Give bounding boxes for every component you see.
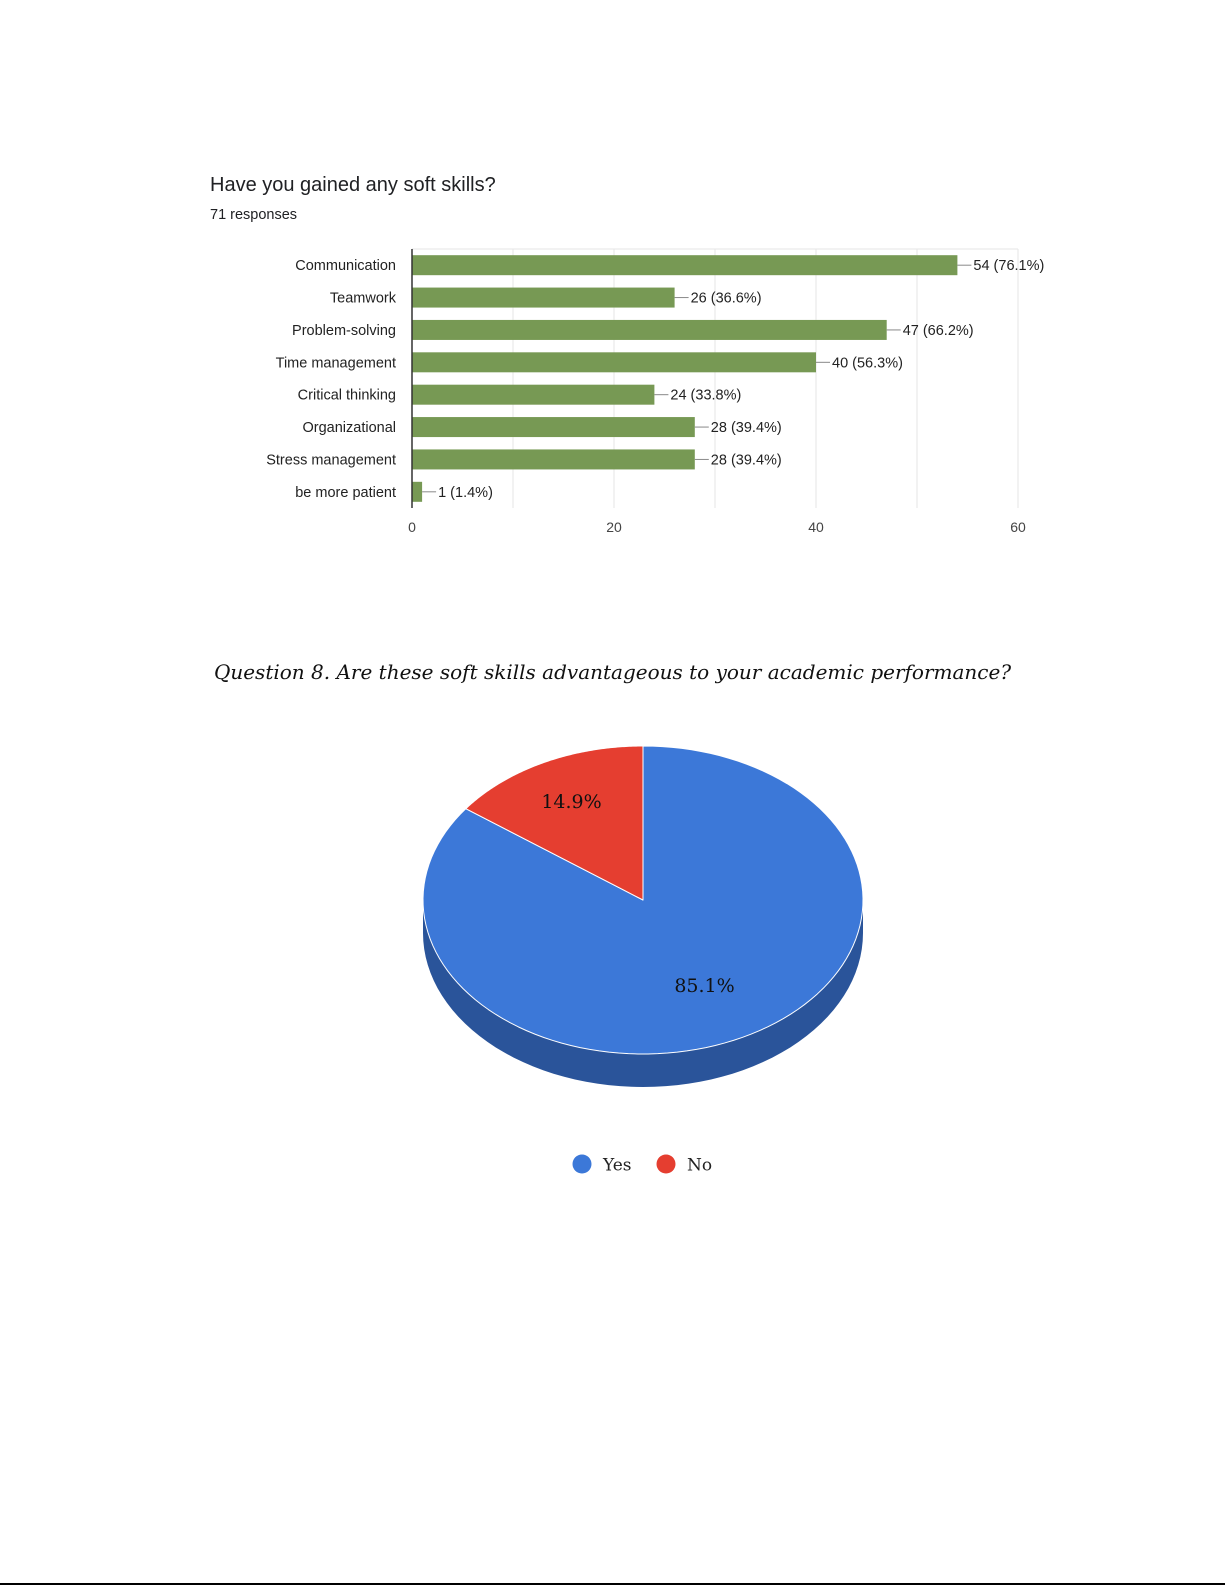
category-label: be more patient [295, 484, 396, 501]
x-tick-label: 40 [808, 519, 824, 535]
category-label: Stress management [266, 452, 396, 469]
x-tick-label: 0 [408, 519, 416, 535]
data-label: 24 (33.8%) [670, 387, 742, 404]
category-label: Communication [295, 258, 396, 275]
question-8-heading: Question 8. Are these soft skills advantageous to your academic performance? [213, 660, 1012, 684]
legend-marker-no [657, 1155, 676, 1174]
legend-label: Yes [603, 1155, 632, 1176]
x-tick-label: 20 [606, 519, 622, 535]
legend-marker-yes [573, 1155, 592, 1174]
data-label: 1 (1.4%) [438, 484, 493, 501]
pie-data-label: 14.9% [541, 791, 602, 813]
category-label: Time management [275, 355, 396, 372]
legend-label: No [687, 1155, 713, 1176]
category-label: Organizational [302, 420, 396, 437]
data-label: 40 (56.3%) [832, 355, 903, 372]
data-label: 26 (36.6%) [690, 290, 762, 307]
data-label: 28 (39.4%) [710, 420, 782, 437]
data-label: 54 (76.1%) [973, 258, 1045, 275]
pie-data-label: 85.1% [674, 975, 735, 998]
category-label: Problem-solving [292, 322, 396, 339]
bar-chart-title: Have you gained any soft skills? [210, 174, 496, 196]
data-label: 28 (39.4%) [710, 452, 782, 469]
category-label: Critical thinking [297, 387, 396, 404]
category-label: Teamwork [329, 290, 396, 307]
bar-chart-response-count: 71 responses [210, 207, 298, 223]
x-tick-label: 60 [1010, 519, 1026, 535]
data-label: 47 (66.2%) [902, 322, 974, 339]
